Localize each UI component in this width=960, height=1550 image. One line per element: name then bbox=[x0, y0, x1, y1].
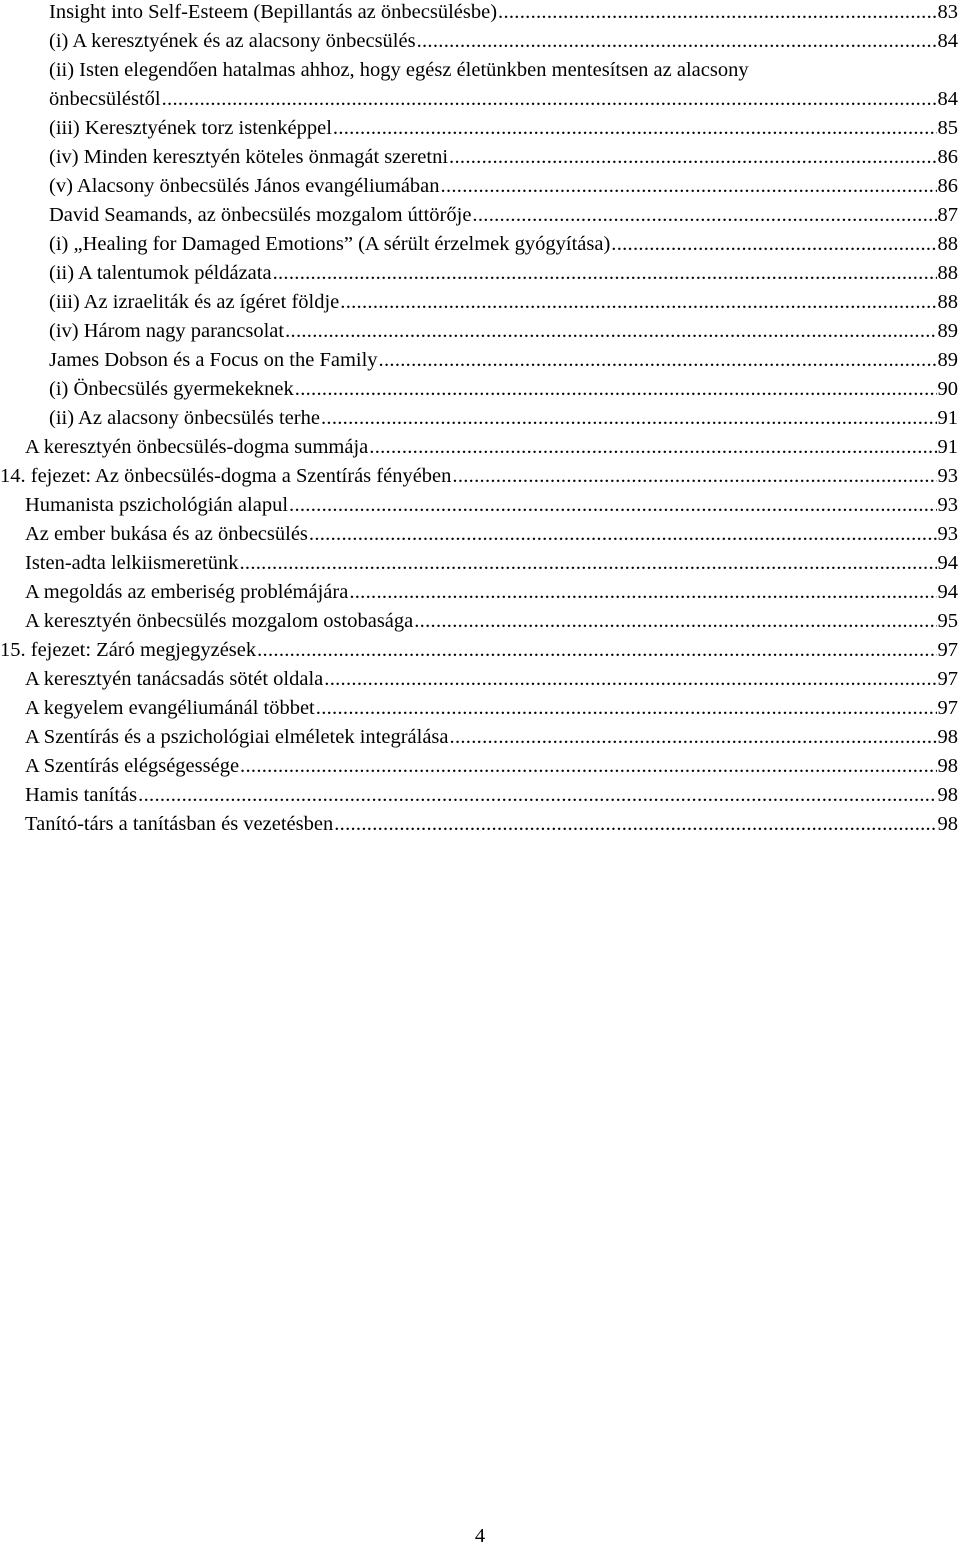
toc-entry-title: (i) Önbecsülés gyermekeknek bbox=[49, 378, 294, 400]
toc-entry-title: David Seamands, az önbecsülés mozgalom úttörője bbox=[49, 204, 472, 226]
toc-entry[interactable] bbox=[49, 348, 958, 372]
toc-entry-title: Isten-adta lelkiismeretünk bbox=[25, 552, 239, 574]
toc-entry-page: 98 bbox=[937, 726, 958, 748]
toc-dot-leader bbox=[334, 812, 936, 836]
toc-entry-page: 86 bbox=[937, 175, 958, 197]
toc-entry-page: 89 bbox=[937, 349, 958, 371]
toc-dot-leader bbox=[240, 754, 936, 778]
toc-entry-page: 94 bbox=[937, 581, 958, 603]
toc-entry-page: 91 bbox=[937, 407, 958, 429]
toc-entry-page: 86 bbox=[937, 146, 958, 168]
toc-dot-leader bbox=[450, 725, 937, 749]
toc-entry-page: 91 bbox=[937, 436, 958, 458]
toc-entry-title: Hamis tanítás bbox=[25, 784, 138, 806]
toc-entry-title: (v) Alacsony önbecsülés János evangéliumában bbox=[49, 175, 440, 197]
toc-dot-leader bbox=[414, 609, 936, 633]
toc-entry-title: (iv) Három nagy parancsolat bbox=[49, 320, 285, 342]
toc-dot-leader bbox=[498, 0, 936, 24]
toc-entry-title: (iv) Minden keresztyén köteles önmagát szeretni bbox=[49, 146, 449, 168]
toc-entry-page: 84 bbox=[937, 30, 958, 52]
toc-entry-page: 88 bbox=[937, 262, 958, 284]
page-number: 4 bbox=[474, 1525, 486, 1547]
toc-entry[interactable] bbox=[25, 754, 958, 778]
toc-entry[interactable] bbox=[25, 696, 958, 720]
toc-entry-page: 90 bbox=[937, 378, 958, 400]
toc-entry[interactable] bbox=[25, 667, 958, 691]
toc-entry-title-line1: (ii) Isten elegendően hatalmas ahhoz, hogy egész életünkben mentesítsen az alacsony bbox=[49, 59, 749, 81]
toc-dot-leader bbox=[295, 377, 937, 401]
toc-dot-leader bbox=[138, 783, 936, 807]
toc-entry[interactable] bbox=[0, 638, 958, 662]
toc-entry[interactable] bbox=[49, 261, 958, 285]
toc-entry[interactable] bbox=[49, 290, 958, 314]
toc-entry-page: 85 bbox=[937, 117, 958, 139]
toc-entry-title: 14. fejezet: Az önbecsülés-dogma a Szentírás fényében bbox=[0, 465, 452, 487]
toc-entry[interactable] bbox=[0, 464, 958, 488]
toc-entry-page: 98 bbox=[937, 755, 958, 777]
toc-entry-page: 94 bbox=[937, 552, 958, 574]
toc-entry-title: (ii) A talentumok példázata bbox=[49, 262, 272, 284]
toc-entry-title: Insight into Self-Esteem (Bepillantás az önbecsülésbe) bbox=[49, 1, 498, 23]
toc-entry-title: A Szentírás és a pszichológiai elméletek integrálása bbox=[25, 726, 449, 748]
toc-entry-title: A keresztyén tanácsadás sötét oldala bbox=[25, 668, 324, 690]
toc-entry-title: A kegyelem evangéliumánál többet bbox=[25, 697, 315, 719]
toc-dot-leader bbox=[316, 696, 937, 720]
toc-entry-page: 98 bbox=[937, 813, 958, 835]
toc-dot-leader bbox=[285, 319, 936, 343]
toc-dot-leader bbox=[379, 348, 937, 372]
toc-entry-title: (i) A keresztyének és az alacsony önbecsülés bbox=[49, 30, 416, 52]
toc-dot-leader bbox=[333, 116, 937, 140]
toc-dot-leader bbox=[472, 203, 936, 227]
toc-dot-leader bbox=[324, 667, 936, 691]
toc-dot-leader bbox=[611, 232, 936, 256]
toc-entry[interactable] bbox=[25, 783, 958, 807]
toc-dot-leader bbox=[289, 493, 936, 517]
toc-entry[interactable] bbox=[25, 522, 958, 546]
toc-entry[interactable] bbox=[49, 0, 958, 24]
toc-entry-title: A keresztyén önbecsülés mozgalom ostobasága bbox=[25, 610, 414, 632]
toc-entry-page: 88 bbox=[937, 233, 958, 255]
toc-entry-title: Humanista pszichológián alapul bbox=[25, 494, 289, 516]
toc-entry[interactable] bbox=[25, 580, 958, 604]
toc-dot-leader bbox=[452, 464, 936, 488]
toc-dot-leader bbox=[340, 290, 936, 314]
toc-entry[interactable] bbox=[49, 319, 958, 343]
toc-entry-page: 83 bbox=[937, 1, 958, 23]
toc-entry-page: 97 bbox=[937, 697, 958, 719]
toc-entry[interactable] bbox=[49, 232, 958, 256]
toc-entry-title: Az ember bukása és az önbecsülés bbox=[25, 523, 308, 545]
toc-entry-page: 98 bbox=[937, 784, 958, 806]
toc-entry-page: 88 bbox=[937, 291, 958, 313]
toc-entry-title: önbecsüléstől bbox=[49, 88, 161, 110]
toc-dot-leader bbox=[273, 261, 937, 285]
toc-dot-leader bbox=[321, 406, 937, 430]
toc-dot-leader bbox=[257, 638, 936, 662]
toc-entry-title: (i) „Healing for Damaged Emotions” (A sérült érzelmek gyógyítása) bbox=[49, 233, 611, 255]
toc-entry[interactable] bbox=[25, 812, 958, 836]
toc-dot-leader bbox=[162, 87, 937, 111]
toc-entry[interactable] bbox=[49, 406, 958, 430]
toc-entry-page: 93 bbox=[937, 523, 958, 545]
toc-dot-leader bbox=[309, 522, 937, 546]
toc-entry-page: 95 bbox=[937, 610, 958, 632]
toc-entry-title: (iii) Keresztyének torz istenképpel bbox=[49, 117, 332, 139]
toc-entry-title: 15. fejezet: Záró megjegyzések bbox=[0, 639, 257, 661]
toc-entry-page: 97 bbox=[937, 668, 958, 690]
toc-entry-page: 93 bbox=[937, 465, 958, 487]
toc-entry[interactable] bbox=[49, 29, 958, 53]
toc-entry[interactable] bbox=[25, 725, 958, 749]
toc-entry-title: (ii) Az alacsony önbecsülés terhe bbox=[49, 407, 320, 429]
toc-entry[interactable] bbox=[49, 377, 958, 401]
toc-dot-leader bbox=[441, 174, 937, 198]
toc-entry-title: Tanító-társ a tanításban és vezetésben bbox=[25, 813, 334, 835]
toc-entry[interactable] bbox=[25, 609, 958, 633]
toc-entry[interactable] bbox=[49, 87, 958, 111]
toc-entry-page: 84 bbox=[937, 88, 958, 110]
toc-entry[interactable] bbox=[49, 145, 958, 169]
toc-entry-page: 89 bbox=[937, 320, 958, 342]
toc-entry-title: A Szentírás elégségessége bbox=[25, 755, 240, 777]
toc-entry-title: A megoldás az emberiség problémájára bbox=[25, 581, 349, 603]
toc-dot-leader bbox=[349, 580, 936, 604]
toc-entry-title: James Dobson és a Focus on the Family bbox=[49, 349, 378, 371]
toc-entry-page: 93 bbox=[937, 494, 958, 516]
toc-entry[interactable] bbox=[49, 174, 958, 198]
toc-entry[interactable] bbox=[25, 551, 958, 575]
toc-dot-leader bbox=[239, 551, 936, 575]
toc-entry-title: (iii) Az izraeliták és az ígéret földje bbox=[49, 291, 340, 313]
toc-entry[interactable] bbox=[49, 116, 958, 140]
toc-entry-page: 87 bbox=[937, 204, 958, 226]
toc-dot-leader bbox=[417, 29, 937, 53]
toc-entry-page: 97 bbox=[937, 639, 958, 661]
toc-entry[interactable] bbox=[25, 493, 958, 517]
toc-dot-leader bbox=[369, 435, 936, 459]
toc-entry-title: A keresztyén önbecsülés-dogma summája bbox=[25, 436, 369, 458]
toc-dot-leader bbox=[449, 145, 936, 169]
toc-entry[interactable] bbox=[25, 435, 958, 459]
toc-entry[interactable] bbox=[49, 203, 958, 227]
